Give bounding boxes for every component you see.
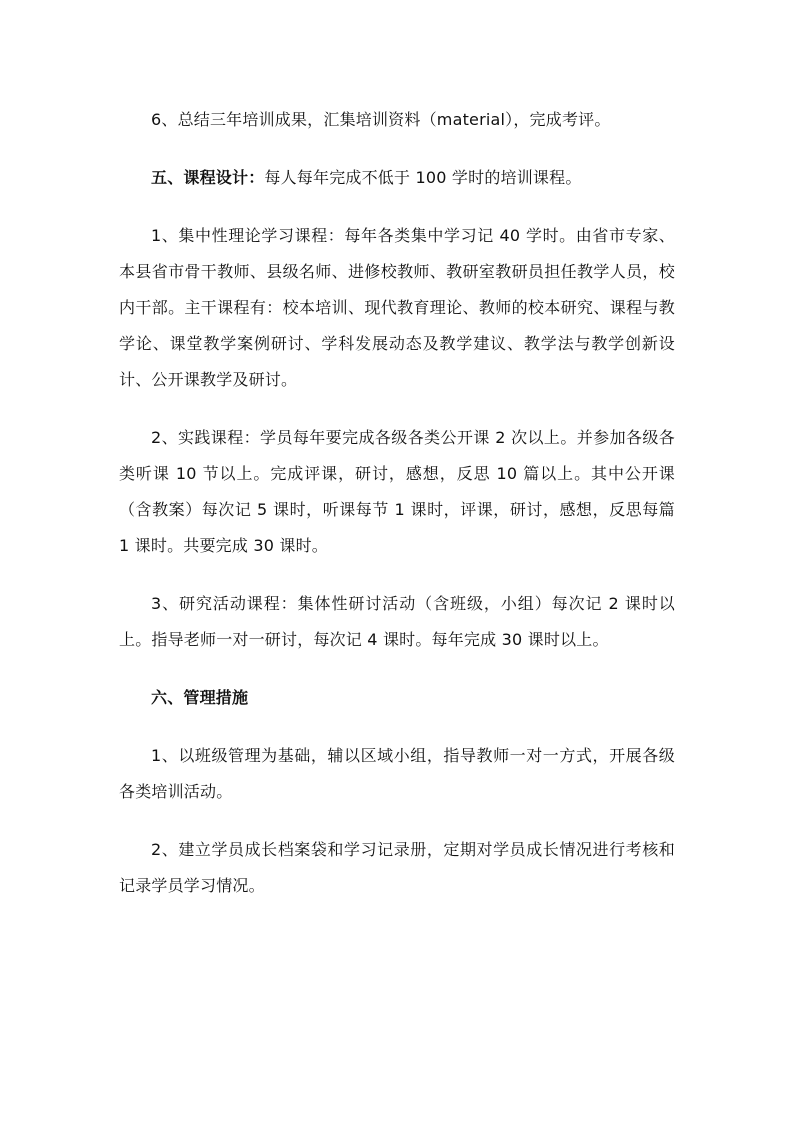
paragraph-summary-results bbox=[119, 102, 675, 138]
section-five-course-design bbox=[119, 160, 675, 196]
paragraph-text: 每人每年完成不低于 100 学时的培训课程。 bbox=[264, 168, 582, 187]
paragraph-text: 1、集中性理论学习课程：每年各类集中学习记 40 学时。由省市专家、本县省市骨干教师、县级名师、进修校教师、教研室教研员担任教学人员，校内干部。主干课程有：校本培训、现代教育理论、教师的校本研究、课程与教学论、课堂教学案例研讨、学科发展动态及教学建议、教学法与教学创新设计、公开课教学及研讨。 bbox=[119, 226, 675, 389]
paragraph-text: 2、建立学员成长档案袋和学习记录册，定期对学员成长情况进行考核和记录学员学习情况。 bbox=[119, 840, 675, 895]
paragraph-class-management bbox=[119, 738, 675, 810]
paragraph-text: 2、实践课程：学员每年要完成各级各类公开课 2 次以上。并参加各级各类听课 10 节以上。完成评课，研讨，感想，反思 10 篇以上。其中公开课（含教案）每次记 5 课时，听课每节 1 课时，评课，研讨，感想，反思每篇 1 课时。共要完成 30 课时。 bbox=[119, 428, 675, 555]
paragraph-practice-courses bbox=[119, 420, 675, 564]
paragraph-text: 1、以班级管理为基础，辅以区域小组，指导教师一对一方式，开展各级各类培训活动。 bbox=[119, 746, 675, 801]
paragraph-research-courses bbox=[119, 586, 675, 658]
paragraph-text: 6、总结三年培训成果，汇集培训资料（material），完成考评。 bbox=[151, 110, 611, 129]
document-body bbox=[119, 102, 675, 904]
section-six-management bbox=[119, 680, 675, 716]
section-heading: 五、课程设计： bbox=[151, 168, 265, 187]
paragraph-text: 3、研究活动课程：集体性研讨活动（含班级，小组）每次记 2 课时以上。指导老师一对一研讨，每次记 4 课时。每年完成 30 课时以上。 bbox=[119, 594, 675, 649]
paragraph-growth-archive bbox=[119, 832, 675, 904]
paragraph-theory-courses bbox=[119, 218, 675, 398]
section-heading: 六、管理措施 bbox=[151, 688, 249, 707]
